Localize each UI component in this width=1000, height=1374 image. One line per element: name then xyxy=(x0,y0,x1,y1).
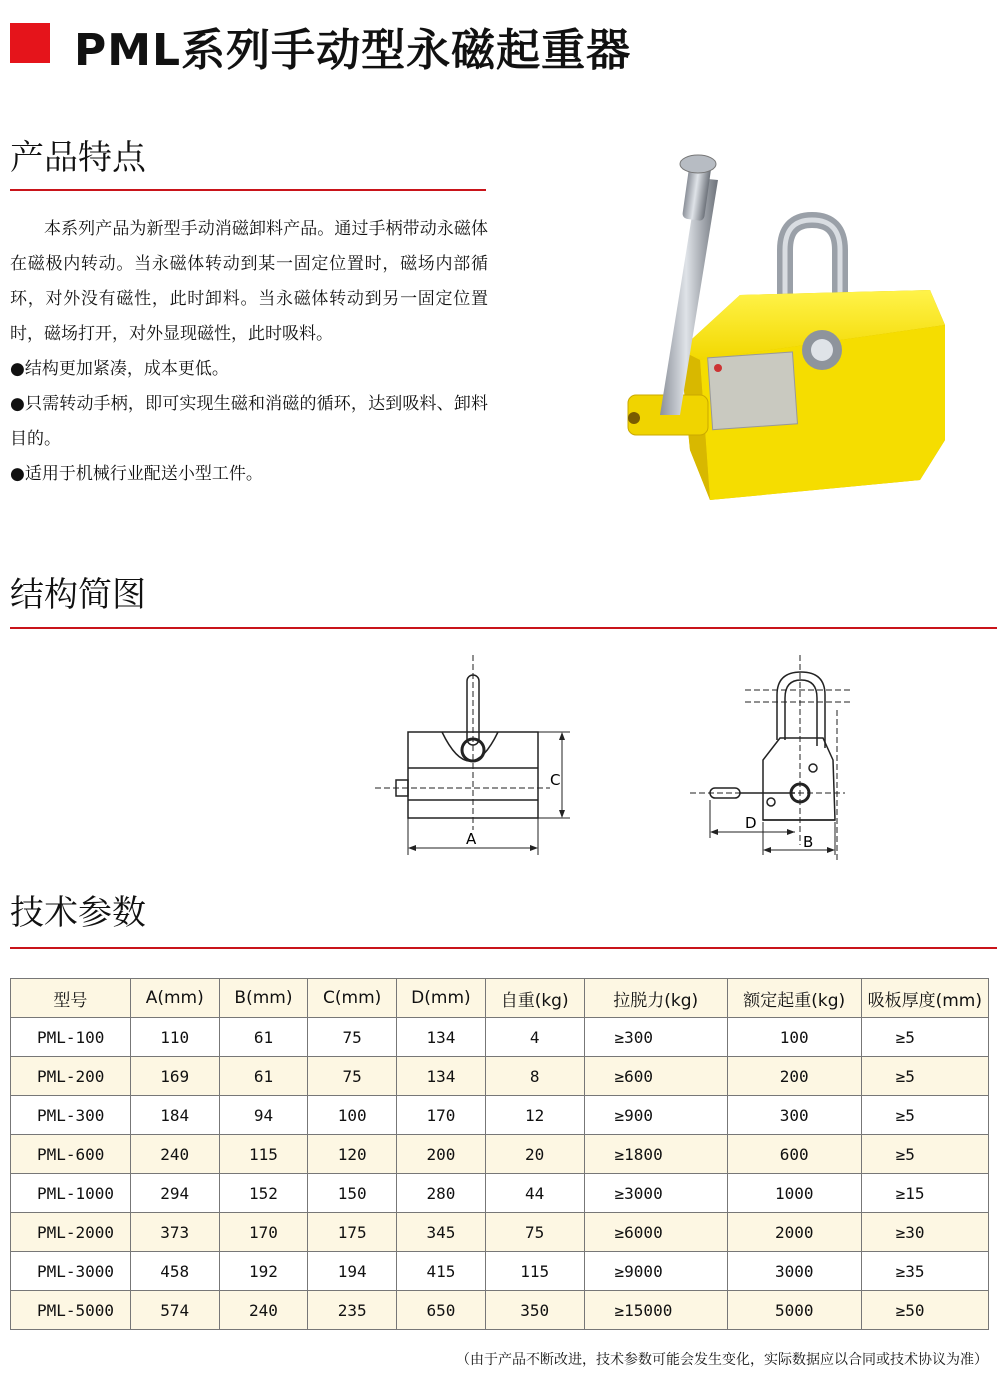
table-header-row xyxy=(11,979,989,1018)
table-cell: 3000 xyxy=(727,1252,861,1291)
table-row xyxy=(11,1252,989,1291)
table-cell: PML-600 xyxy=(11,1135,131,1174)
table-cell: 294 xyxy=(130,1174,219,1213)
specs-divider xyxy=(10,947,997,949)
table-cell: ≥15000 xyxy=(584,1291,727,1330)
table-cell: 115 xyxy=(219,1135,308,1174)
table-cell: 4 xyxy=(485,1018,584,1057)
table-row xyxy=(11,1213,989,1252)
dimension-c-label: C xyxy=(550,771,561,789)
features-heading: 产品特点 xyxy=(10,138,146,178)
table-cell: ≥1800 xyxy=(584,1135,727,1174)
table-row xyxy=(11,1135,989,1174)
table-cell: PML-1000 xyxy=(11,1174,131,1213)
table-cell: 170 xyxy=(219,1213,308,1252)
table-row xyxy=(11,1096,989,1135)
table-cell: ≥35 xyxy=(861,1252,988,1291)
table-cell: 200 xyxy=(727,1057,861,1096)
table-cell: 235 xyxy=(308,1291,397,1330)
table-cell: 194 xyxy=(308,1252,397,1291)
table-cell: ≥300 xyxy=(584,1018,727,1057)
feature-bullet-1: ●结构更加紧凑，成本更低。 xyxy=(10,359,229,379)
table-row xyxy=(11,1291,989,1330)
table-cell: 12 xyxy=(485,1096,584,1135)
column-header: 自重(kg) xyxy=(485,979,584,1018)
table-cell: 350 xyxy=(485,1291,584,1330)
table-cell: PML-200 xyxy=(11,1057,131,1096)
table-cell: 240 xyxy=(130,1135,219,1174)
table-cell: 134 xyxy=(397,1057,486,1096)
column-header: C(mm) xyxy=(308,979,397,1018)
table-cell: ≥50 xyxy=(861,1291,988,1330)
table-cell: 110 xyxy=(130,1018,219,1057)
table-cell: 134 xyxy=(397,1018,486,1057)
table-cell: ≥5 xyxy=(861,1135,988,1174)
dimension-b-label: B xyxy=(803,833,814,851)
front-view-diagram xyxy=(370,650,590,865)
side-view-diagram xyxy=(685,650,855,865)
table-cell: 175 xyxy=(308,1213,397,1252)
table-cell: ≥15 xyxy=(861,1174,988,1213)
table-cell: 100 xyxy=(308,1096,397,1135)
table-cell: 170 xyxy=(397,1096,486,1135)
dimension-d-label: D xyxy=(745,814,757,832)
product-photo xyxy=(600,150,990,520)
table-cell: ≥5 xyxy=(861,1096,988,1135)
column-header: A(mm) xyxy=(130,979,219,1018)
specs-heading: 技术参数 xyxy=(10,893,146,933)
column-header: 额定起重(kg) xyxy=(727,979,861,1018)
table-cell: 152 xyxy=(219,1174,308,1213)
column-header: D(mm) xyxy=(397,979,486,1018)
table-cell: ≥9000 xyxy=(584,1252,727,1291)
specs-footnote: （由于产品不断改进，技术参数可能会发生变化，实际数据应以合同或技术协议为准） xyxy=(456,1352,988,1368)
table-cell: 574 xyxy=(130,1291,219,1330)
structure-heading: 结构简图 xyxy=(10,575,146,615)
table-cell: 280 xyxy=(397,1174,486,1213)
table-cell: 100 xyxy=(727,1018,861,1057)
features-intro: 本系列产品为新型手动消磁卸料产品。通过手柄带动永磁体在磁极内转动。当永磁体转动到某一固定位置时，磁场内部循环，对外没有磁性，此时卸料。当永磁体转动到另一固定位置时，磁场打开，对外显现磁性，此时吸料。 xyxy=(10,219,488,344)
table-row xyxy=(11,1057,989,1096)
table-cell: ≥30 xyxy=(861,1213,988,1252)
column-header: B(mm) xyxy=(219,979,308,1018)
table-cell: 20 xyxy=(485,1135,584,1174)
table-cell: ≥5 xyxy=(861,1057,988,1096)
table-cell: 5000 xyxy=(727,1291,861,1330)
table-cell: 373 xyxy=(130,1213,219,1252)
table-cell: 300 xyxy=(727,1096,861,1135)
table-cell: 120 xyxy=(308,1135,397,1174)
table-cell: 650 xyxy=(397,1291,486,1330)
table-cell: 2000 xyxy=(727,1213,861,1252)
table-cell: 75 xyxy=(485,1213,584,1252)
table-cell: PML-5000 xyxy=(11,1291,131,1330)
table-cell: PML-300 xyxy=(11,1096,131,1135)
table-cell: 115 xyxy=(485,1252,584,1291)
table-cell: ≥5 xyxy=(861,1018,988,1057)
table-cell: ≥600 xyxy=(584,1057,727,1096)
spec-table xyxy=(10,978,989,1330)
table-cell: 94 xyxy=(219,1096,308,1135)
dimension-a-label: A xyxy=(466,830,477,848)
features-text xyxy=(10,212,488,492)
table-cell: 61 xyxy=(219,1057,308,1096)
table-cell: 184 xyxy=(130,1096,219,1135)
table-cell: 415 xyxy=(397,1252,486,1291)
features-divider xyxy=(10,189,486,191)
title-marker xyxy=(10,23,50,63)
table-cell: 61 xyxy=(219,1018,308,1057)
feature-bullet-3: ●适用于机械行业配送小型工件。 xyxy=(10,464,263,484)
table-cell: 75 xyxy=(308,1057,397,1096)
column-header: 拉脱力(kg) xyxy=(584,979,727,1018)
table-cell: PML-2000 xyxy=(11,1213,131,1252)
column-header: 型号 xyxy=(11,979,131,1018)
table-cell: ≥3000 xyxy=(584,1174,727,1213)
structure-divider xyxy=(10,627,997,629)
table-cell: ≥6000 xyxy=(584,1213,727,1252)
table-cell: PML-100 xyxy=(11,1018,131,1057)
table-cell: 75 xyxy=(308,1018,397,1057)
table-cell: 44 xyxy=(485,1174,584,1213)
table-cell: 169 xyxy=(130,1057,219,1096)
feature-bullet-2: ●只需转动手柄，即可实现生磁和消磁的循环，达到吸料、卸料目的。 xyxy=(10,394,488,449)
page-title: PML系列手动型永磁起重器 xyxy=(74,25,632,76)
table-row xyxy=(11,1018,989,1057)
table-cell: 8 xyxy=(485,1057,584,1096)
table-cell: PML-3000 xyxy=(11,1252,131,1291)
table-cell: 150 xyxy=(308,1174,397,1213)
table-cell: 240 xyxy=(219,1291,308,1330)
table-cell: 458 xyxy=(130,1252,219,1291)
table-cell: ≥900 xyxy=(584,1096,727,1135)
table-cell: 1000 xyxy=(727,1174,861,1213)
table-cell: 200 xyxy=(397,1135,486,1174)
table-cell: 345 xyxy=(397,1213,486,1252)
table-cell: 600 xyxy=(727,1135,861,1174)
table-row xyxy=(11,1174,989,1213)
column-header: 吸板厚度(mm) xyxy=(861,979,988,1018)
table-cell: 192 xyxy=(219,1252,308,1291)
